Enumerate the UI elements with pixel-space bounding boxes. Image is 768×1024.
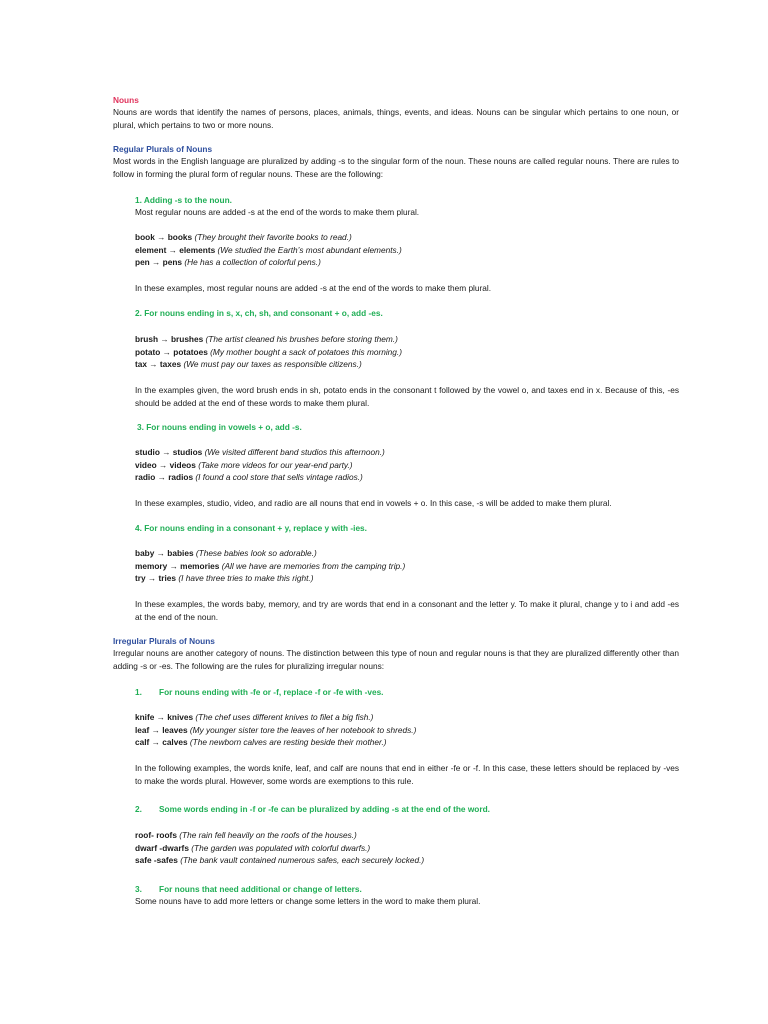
example-sentence: (The rain fell heavily on the roofs of the houses.) bbox=[179, 830, 357, 840]
example-word: potato → potatoes bbox=[135, 346, 208, 357]
regular-plurals-paragraph: Most words in the English language are pluralized by adding -s to the singular form of the noun. These nouns are called regular nouns. There are rules to follow in forming the plural form of regular nouns. These are the following: bbox=[113, 156, 679, 179]
rule-number: 3. bbox=[135, 884, 142, 894]
example-word: roof- roofs bbox=[135, 830, 177, 840]
example-word: pen → pens bbox=[135, 257, 183, 268]
irregular-rule-3-title bbox=[135, 883, 679, 896]
example-word: safe -safes bbox=[135, 855, 178, 866]
heading-nouns: Nouns bbox=[113, 95, 139, 105]
example-sentence: (My younger sister tore the leaves of her notebook to shreds.) bbox=[189, 724, 417, 735]
example-word: try → tries bbox=[135, 573, 177, 584]
example-word: leaf → leaves bbox=[135, 724, 188, 735]
irregular-rule-1-explanation: In the following examples, the words knife, leaf, and calf are nouns that end in either -fe or -f. In this case, these letters should be replaced by -ves to make the words plural. However, some words are exemptions to this rule. bbox=[135, 763, 679, 786]
rule-number: 2. bbox=[135, 804, 142, 814]
regular-rule-1-explanation: In these examples, most regular nouns are added -s at the end of the words to make them plural. bbox=[135, 283, 492, 293]
irregular-rule-3-intro: Some nouns have to add more letters or change some letters in the word to make them plural. bbox=[135, 896, 481, 906]
example-word: dwarf -dwarfs bbox=[135, 842, 189, 853]
example-sentence: (I found a cool store that sells vintage radios.) bbox=[195, 472, 363, 483]
regular-rule-4-examples bbox=[135, 547, 679, 585]
example-word: calf → calves bbox=[135, 737, 188, 748]
rule-title-text: For nouns ending with -fe or -f, replace -f or -fe with -ves. bbox=[159, 687, 384, 697]
irregular-rule-1-examples bbox=[135, 711, 679, 749]
example-line bbox=[135, 471, 679, 484]
example-word: element → elements bbox=[135, 244, 216, 255]
example-sentence: (These babies look so adorable.) bbox=[195, 548, 317, 558]
example-sentence: (All we have are memories from the camping trip.) bbox=[221, 560, 406, 571]
heading-irregular-plurals: Irregular Plurals of Nouns bbox=[113, 636, 215, 646]
example-sentence: (The bank vault contained numerous safes, each securely locked.) bbox=[180, 855, 425, 866]
example-word: studio → studios bbox=[135, 447, 203, 457]
example-sentence: (The garden was populated with colorful dwarfs.) bbox=[191, 842, 371, 853]
example-line bbox=[135, 560, 679, 573]
example-sentence: (The newborn calves are resting beside their mother.) bbox=[189, 737, 387, 748]
example-line bbox=[135, 547, 679, 560]
example-word: brush → brushes bbox=[135, 334, 204, 344]
example-line bbox=[135, 572, 679, 585]
example-word: radio → radios bbox=[135, 472, 194, 483]
example-sentence: (We must pay our taxes as responsible citizens.) bbox=[183, 359, 362, 370]
example-line bbox=[135, 358, 679, 371]
regular-rule-4-explanation: In these examples, the words baby, memory, and try are words that end in a consonant and the letter y. To make it plural, change y to i and add -es at the end of the noun. bbox=[135, 599, 679, 622]
example-word: tax → taxes bbox=[135, 359, 182, 370]
heading-regular-plurals: Regular Plurals of Nouns bbox=[113, 144, 213, 154]
example-sentence: (I have three tries to make this right.) bbox=[178, 573, 314, 584]
example-sentence: (We visited different band studios this afternoon.) bbox=[204, 447, 385, 457]
irregular-plurals-paragraph: Irregular nouns are another category of nouns. The distinction between this type of noun and regular nouns is that they are pluralized differently other than adding -s or -es. The following are the rules for pluralizing irregular nouns: bbox=[113, 648, 679, 671]
regular-rule-2-title: 2. For nouns ending in s, x, ch, sh, and consonant + o, add -es. bbox=[135, 308, 383, 318]
rule-number: 1. bbox=[135, 687, 142, 697]
irregular-rule-2-title bbox=[135, 803, 679, 816]
example-word: baby → babies bbox=[135, 548, 194, 558]
example-word: video → videos bbox=[135, 459, 196, 470]
example-line bbox=[135, 244, 679, 257]
regular-rule-3-title: 3. For nouns ending in vowels + o, add -s. bbox=[137, 422, 302, 432]
example-line bbox=[135, 736, 679, 749]
example-line bbox=[135, 842, 679, 855]
example-word: book → books bbox=[135, 232, 193, 242]
example-line bbox=[135, 724, 679, 737]
example-sentence: (He has a collection of colorful pens.) bbox=[184, 257, 321, 268]
example-sentence: (The artist cleaned his brushes before storing them.) bbox=[205, 334, 398, 344]
example-sentence: (The chef uses different knives to filet a big fish.) bbox=[195, 712, 374, 722]
example-line bbox=[135, 256, 679, 269]
example-line bbox=[135, 711, 679, 724]
regular-rule-1-title: 1. Adding -s to the noun. bbox=[135, 195, 232, 205]
regular-rule-2-explanation: In the examples given, the word brush ends in sh, potato ends in the consonant t followed by the vowel o, and taxes end in x. Because of this, -es should be added at the end of these words to make them plural. bbox=[135, 385, 679, 408]
example-sentence: (We studied the Earth’s most abundant elements.) bbox=[217, 244, 402, 255]
regular-rule-4-title: 4. For nouns ending in a consonant + y, replace y with -ies. bbox=[135, 523, 367, 533]
example-line bbox=[135, 231, 679, 244]
nouns-paragraph: Nouns are words that identify the names of persons, places, animals, things, events, and ideas. Nouns can be singular which pertains to one noun, or plural, which pertains to two or more nouns. bbox=[113, 107, 679, 130]
example-word: knife → knives bbox=[135, 712, 194, 722]
example-word: memory → memories bbox=[135, 560, 220, 571]
example-line bbox=[135, 346, 679, 359]
example-sentence: (They brought their favorite books to read.) bbox=[194, 232, 352, 242]
example-line bbox=[135, 446, 679, 459]
regular-rule-1-examples bbox=[135, 231, 679, 269]
example-line bbox=[135, 459, 679, 472]
irregular-rule-2-examples bbox=[135, 829, 679, 867]
example-line bbox=[135, 854, 679, 867]
regular-rule-3-examples bbox=[135, 446, 679, 484]
example-line bbox=[135, 333, 679, 346]
regular-rule-1-intro: Most regular nouns are added -s at the end of the words to make them plural. bbox=[135, 207, 420, 217]
example-sentence: (Take more videos for our year-end party.) bbox=[198, 459, 353, 470]
irregular-rule-1-title bbox=[135, 686, 679, 699]
rule-title-text: Some words ending in -f or -fe can be pluralized by adding -s at the end of the word. bbox=[159, 804, 490, 814]
example-line bbox=[135, 829, 679, 842]
rule-title-text: For nouns that need additional or change of letters. bbox=[159, 884, 362, 894]
regular-rule-2-examples bbox=[135, 333, 679, 371]
example-sentence: (My mother bought a sack of potatoes this morning.) bbox=[210, 346, 402, 357]
regular-rule-3-explanation: In these examples, studio, video, and radio are all nouns that end in vowels + o. In this case, -s will be added to make them plural. bbox=[135, 498, 612, 508]
